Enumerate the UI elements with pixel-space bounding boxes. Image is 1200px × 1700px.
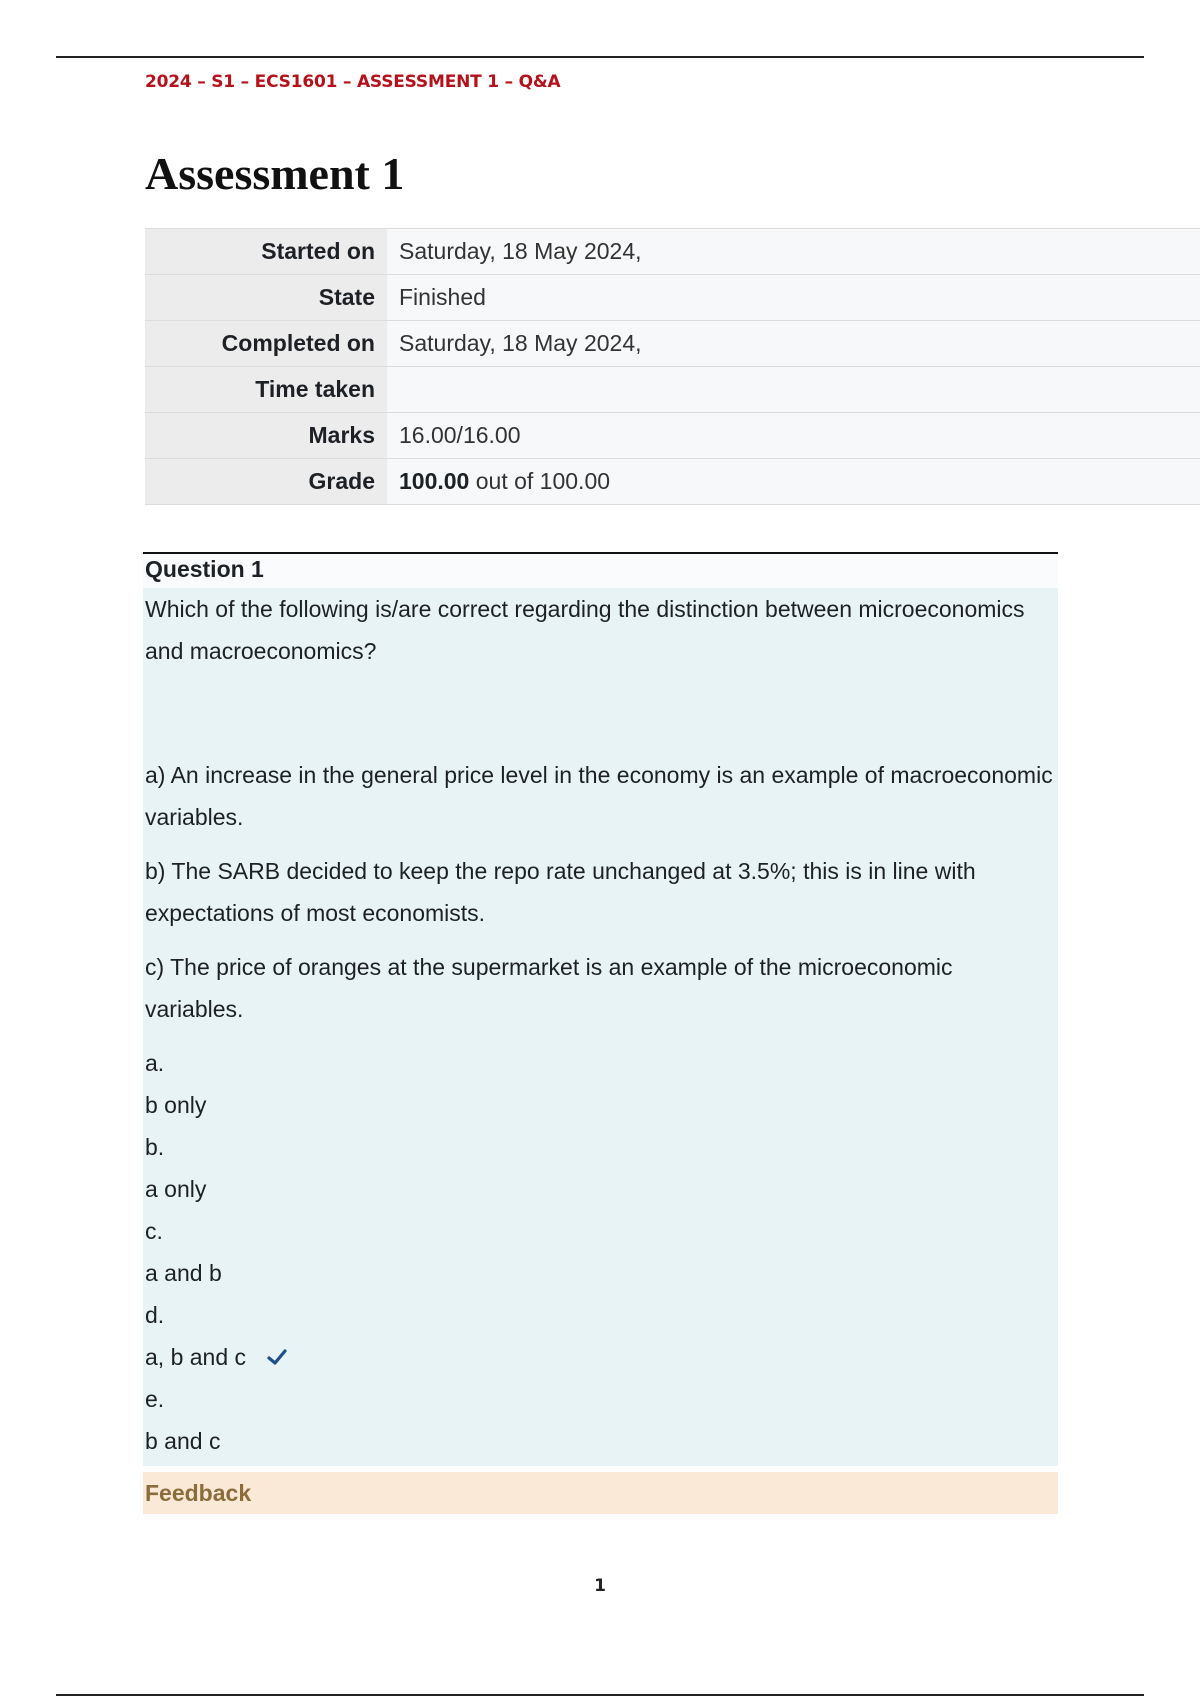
page-number: 1	[594, 1576, 606, 1596]
option-letter: a.	[145, 1050, 165, 1076]
summary-label: Started on	[145, 229, 387, 275]
check-icon	[266, 1338, 288, 1358]
grade-score: 100.00	[399, 468, 470, 494]
option-text: a, b and c	[145, 1344, 247, 1370]
page-title: Assessment 1	[145, 148, 405, 199]
question-header: Question 1	[143, 552, 1058, 588]
question-statement: a) An increase in the general price level in the economy is an example of macroeconomic variables.	[145, 762, 1053, 830]
bottom-rule	[56, 1694, 1144, 1696]
document-header: 2024 – S1 – ECS1601 – ASSESSMENT 1 – Q&A	[145, 72, 561, 92]
option-text: a only	[145, 1176, 207, 1202]
summary-label: Completed on	[145, 321, 387, 367]
summary-label: Marks	[145, 413, 387, 459]
question-text: Which of the following is/are correct regarding the distinction between microeconomics and macroeconomics?	[145, 596, 1025, 664]
question-statement: b) The SARB decided to keep the repo rate unchanged at 3.5%; this is in line with expectations of most economists.	[145, 858, 976, 926]
summary-row-state	[145, 275, 1200, 321]
summary-value	[387, 367, 1200, 413]
option-letter: c.	[145, 1218, 163, 1244]
summary-value: Finished	[387, 275, 1200, 321]
option-text-correct	[145, 1336, 1056, 1378]
summary-row-completed	[145, 321, 1200, 367]
option-letter: e.	[145, 1386, 165, 1412]
feedback-section: Feedback	[143, 1472, 1058, 1514]
grade-out-of: out of 100.00	[469, 468, 611, 494]
option-text: b only	[145, 1092, 207, 1118]
summary-row-grade	[145, 459, 1200, 505]
summary-label: Time taken	[145, 367, 387, 413]
question-1	[143, 552, 1058, 1514]
answer-option-d[interactable]	[145, 1294, 1056, 1378]
spacer	[145, 672, 1056, 754]
summary-row-started	[145, 229, 1200, 275]
option-text: b and c	[145, 1428, 221, 1454]
option-text: a and b	[145, 1260, 222, 1286]
summary-value: 16.00/16.00	[387, 413, 1200, 459]
summary-value	[387, 459, 1200, 505]
answer-option-e[interactable]	[145, 1378, 1056, 1462]
question-content	[143, 588, 1058, 1466]
answer-option-a[interactable]	[145, 1042, 1056, 1126]
top-rule	[56, 56, 1144, 58]
summary-value: Saturday, 18 May 2024,	[387, 229, 1200, 275]
summary-row-time-taken	[145, 367, 1200, 413]
question-statement: c) The price of oranges at the supermarket is an example of the microeconomic variables.	[145, 954, 953, 1022]
attempt-summary-table	[145, 228, 1200, 505]
summary-label: Grade	[145, 459, 387, 505]
summary-value: Saturday, 18 May 2024,	[387, 321, 1200, 367]
summary-label: State	[145, 275, 387, 321]
option-letter: d.	[145, 1302, 165, 1328]
answer-options	[145, 1042, 1056, 1462]
summary-row-marks	[145, 413, 1200, 459]
answer-option-b[interactable]	[145, 1126, 1056, 1210]
answer-option-c[interactable]	[145, 1210, 1056, 1294]
option-letter: b.	[145, 1134, 165, 1160]
